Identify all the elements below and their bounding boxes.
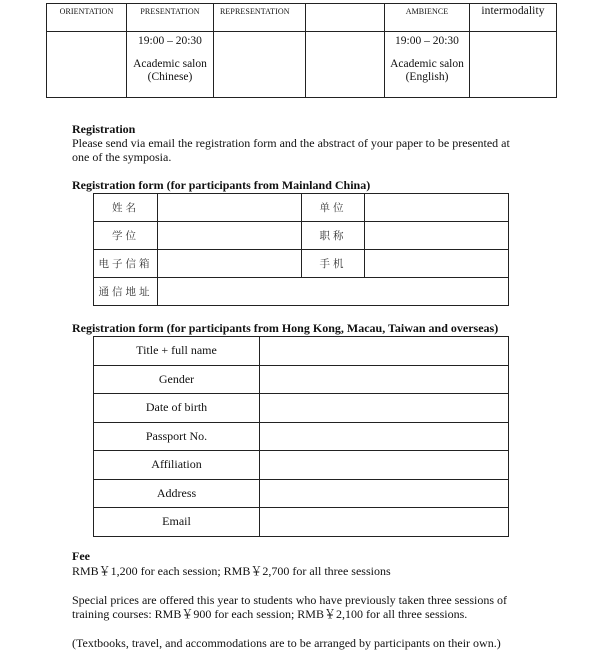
header-empty: [306, 4, 385, 32]
session-title: Academic salon: [390, 58, 464, 70]
session-language: (Chinese): [147, 71, 193, 83]
header-ambience: AMBIENCE: [385, 4, 470, 32]
field-label-mobile: 手机: [302, 250, 365, 278]
field-label-name: 姓名: [94, 194, 158, 222]
fee-standard: RMB￥1,200 for each session; RMB￥2,700 for all three sessions: [72, 564, 391, 578]
session-time: 19:00 – 20:30: [395, 35, 459, 47]
field-input-mobile[interactable]: [365, 250, 509, 278]
field-label-date-of-birth: Date of birth: [94, 394, 260, 423]
form-row: [94, 508, 509, 537]
overseas-registration-form: [93, 336, 509, 537]
field-label-affiliation: Affiliation: [94, 451, 260, 480]
field-input-degree[interactable]: [158, 222, 302, 250]
form-row: [94, 451, 509, 480]
field-input-email[interactable]: [158, 250, 302, 278]
mainland-registration-form: [93, 193, 509, 306]
field-input-address[interactable]: [260, 479, 509, 508]
fee-heading: Fee: [72, 549, 90, 563]
field-input-address[interactable]: [158, 278, 509, 306]
form-overseas-title: Registration form (for participants from Hong Kong, Macau, Taiwan and overseas): [72, 321, 499, 335]
cell-ambience: [385, 32, 470, 98]
form-row: [94, 278, 509, 306]
field-input-name[interactable]: [158, 194, 302, 222]
field-input-affiliation[interactable]: [260, 451, 509, 480]
field-input-date-of-birth[interactable]: [260, 394, 509, 423]
form-row: [94, 479, 509, 508]
field-input-affiliation[interactable]: [365, 194, 509, 222]
session-time: 19:00 – 20:30: [138, 35, 202, 47]
form-row: [94, 365, 509, 394]
form-row: [94, 422, 509, 451]
form-row: [94, 194, 509, 222]
field-label-address: Address: [94, 479, 260, 508]
field-input-full-name[interactable]: [260, 337, 509, 366]
header-orientation: ORIENTATION: [47, 4, 127, 32]
field-input-gender[interactable]: [260, 365, 509, 394]
field-label-gender: Gender: [94, 365, 260, 394]
form-row: [94, 222, 509, 250]
schedule-table: [46, 3, 557, 98]
header-intermodality: intermodality: [470, 4, 557, 32]
cell-empty: [306, 32, 385, 98]
header-presentation: PRESENTATION: [127, 4, 214, 32]
fee-note: (Textbooks, travel, and accommodations are to be arranged by participants on their own.): [72, 636, 501, 650]
cell-representation: [214, 32, 306, 98]
fee-special-line2: training courses: RMB￥900 for each session; RMB￥2,100 for all three sessions.: [72, 607, 468, 621]
schedule-header-row: [47, 4, 557, 32]
registration-text-line1: Please send via email the registration form and the abstract of your paper to be presented at: [72, 136, 510, 150]
session-title: Academic salon: [133, 58, 207, 70]
form-mainland-title: Registration form (for participants from Mainland China): [72, 178, 371, 192]
field-label-affiliation: 单位: [302, 194, 365, 222]
field-label-degree: 学位: [94, 222, 158, 250]
fee-special-line1: Special prices are offered this year to students who have previously taken three sessions of: [72, 593, 507, 607]
field-label-title: 职称: [302, 222, 365, 250]
form-row: [94, 337, 509, 366]
cell-presentation: [127, 32, 214, 98]
field-input-passport[interactable]: [260, 422, 509, 451]
cell-orientation: [47, 32, 127, 98]
session-language: (English): [405, 71, 449, 83]
form-row: [94, 250, 509, 278]
registration-text-line2: one of the symposia.: [72, 150, 172, 164]
field-label-address: 通信地址: [94, 278, 158, 306]
field-input-title[interactable]: [365, 222, 509, 250]
registration-heading: Registration: [72, 122, 136, 136]
field-label-email: 电子信箱: [94, 250, 158, 278]
field-input-email[interactable]: [260, 508, 509, 537]
header-representation: REPRESENTATION: [214, 4, 306, 32]
cell-intermodality: [470, 32, 557, 98]
field-label-passport: Passport No.: [94, 422, 260, 451]
field-label-email: Email: [94, 508, 260, 537]
field-label-full-name: Title + full name: [94, 337, 260, 366]
schedule-body-row: [47, 32, 557, 98]
form-row: [94, 394, 509, 423]
